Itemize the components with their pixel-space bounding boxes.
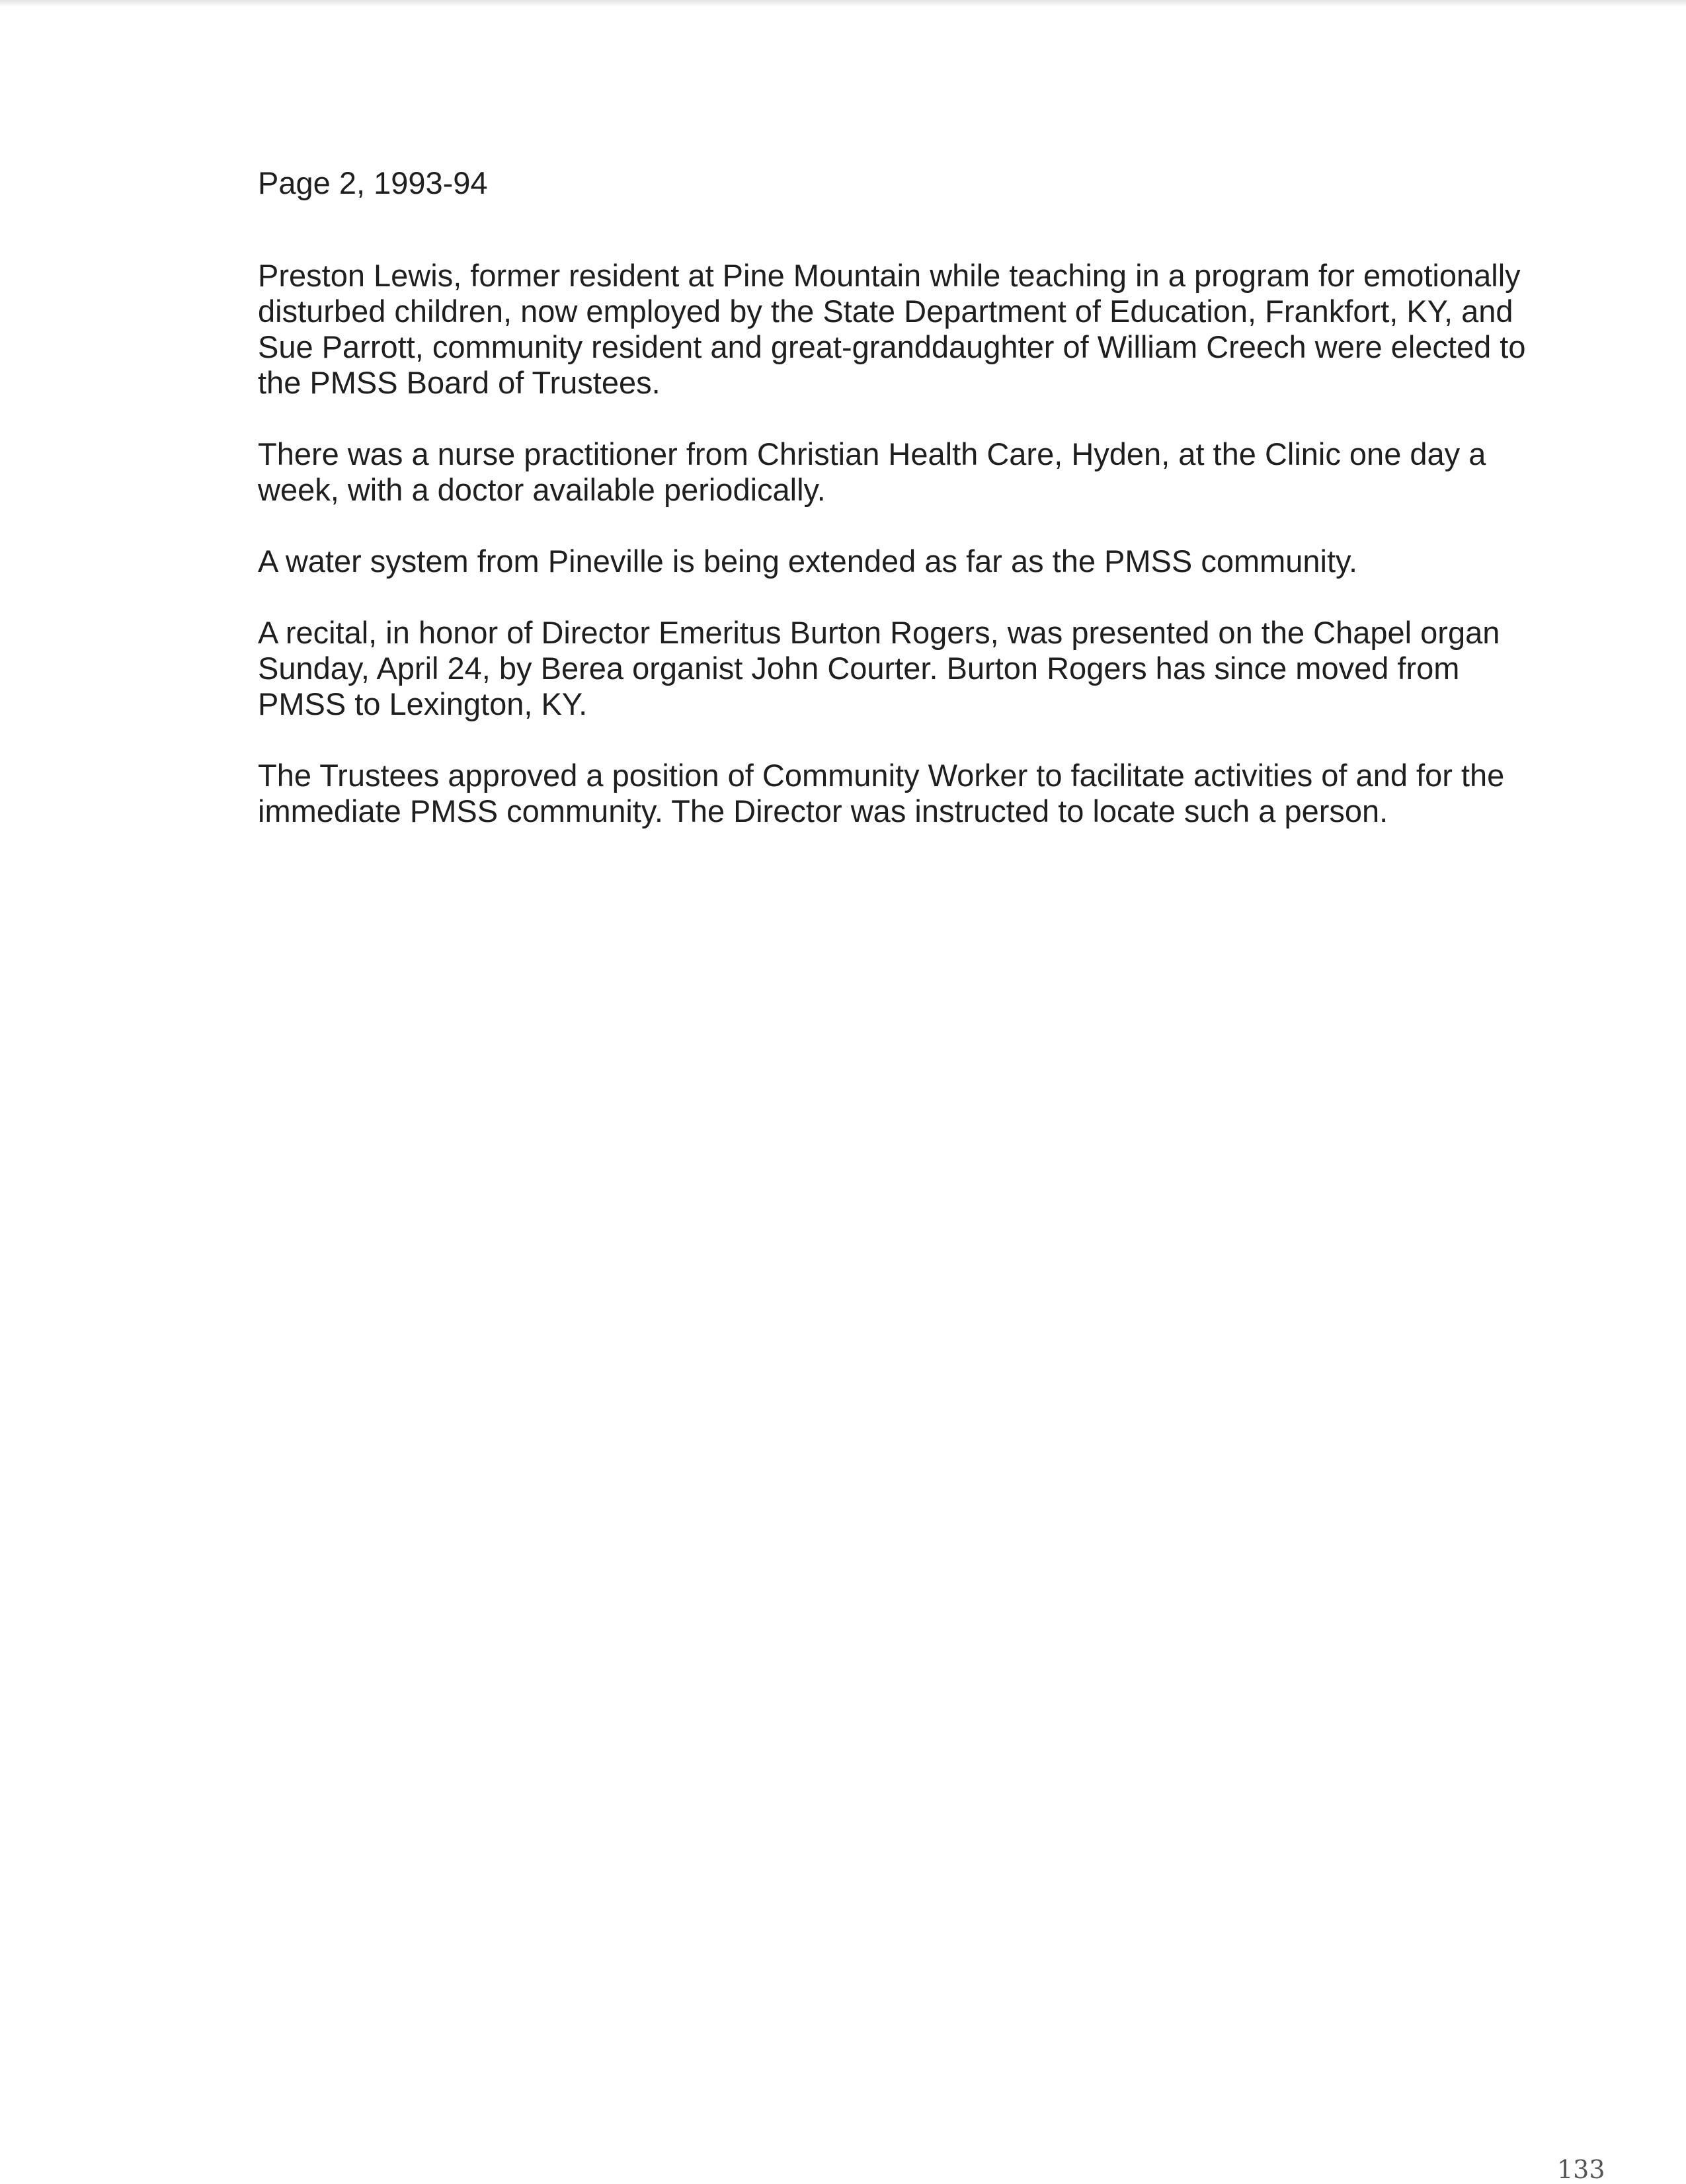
paragraph-nurse-practitioner: There was a nurse practitioner from Christian Health Care, Hyden, at the Clinic one day a week, with a doctor available periodically. — [258, 436, 1486, 507]
paragraph-recital: A recital, in honor of Director Emeritus Burton Rogers, was presented on the Chapel organ Sunday, April 24, by Berea organist John Courter. Burton Rogers has since moved from PMSS to Lexington, KY. — [258, 615, 1500, 721]
paragraph-trustees-elected: Preston Lewis, former resident at Pine Mountain while teaching in a program for emotionally disturbed children, now employed by the State Department of Education, Frankfort, KY, and Sue Parrott, community resident and great-granddaughter of William Creech were elected to the PMSS Board of Trustees. — [258, 258, 1526, 400]
paragraph-water-system: A water system from Pineville is being extended as far as the PMSS community. — [258, 544, 1358, 579]
handwritten-page-number: 133 — [1557, 2155, 1605, 2184]
page-header: Page 2, 1993-94 — [258, 165, 488, 200]
document-body — [258, 165, 1554, 865]
scan-edge — [0, 0, 1686, 7]
paragraph-community-worker: The Trustees approved a position of Community Worker to facilitate activities of and for the immediate PMSS community. The Director was instructed to locate such a person. — [258, 758, 1505, 829]
